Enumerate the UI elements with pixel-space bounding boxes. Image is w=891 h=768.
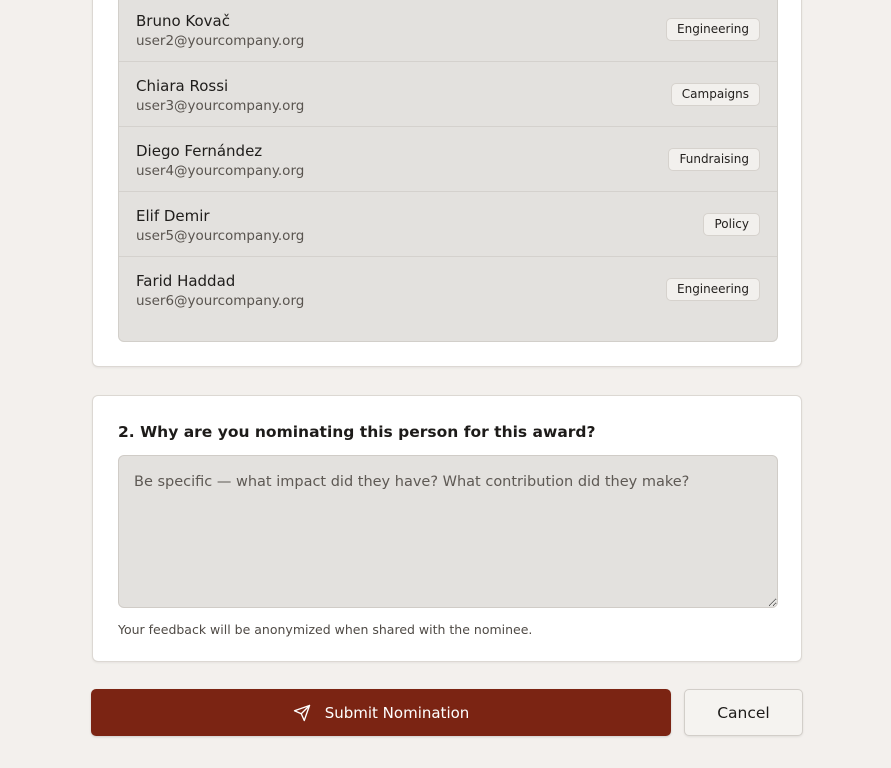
person-row[interactable] <box>119 63 777 127</box>
helper-text: Your feedback will be anonymized when shared with the nominee. <box>118 622 533 637</box>
reason-textarea[interactable] <box>118 455 778 608</box>
department-badge: Engineering <box>666 18 760 41</box>
department-badge: Campaigns <box>671 83 760 106</box>
person-email: user6@yourcompany.org <box>136 293 305 309</box>
person-name: Chiara Rossi <box>136 77 229 95</box>
nomination-reason-card <box>92 395 802 662</box>
person-row[interactable] <box>119 0 777 62</box>
department-badge: Fundraising <box>668 148 760 171</box>
nominee-select-card <box>92 0 802 367</box>
person-row[interactable] <box>119 258 777 322</box>
person-name: Elif Demir <box>136 207 210 225</box>
submit-label: Submit Nomination <box>324 703 470 722</box>
person-email: user3@yourcompany.org <box>136 98 305 114</box>
person-email: user4@yourcompany.org <box>136 163 305 179</box>
person-name: Diego Fernández <box>136 142 263 160</box>
submit-nomination-button[interactable] <box>91 689 671 736</box>
person-name: Bruno Kovač <box>136 12 230 30</box>
people-list <box>118 0 778 342</box>
send-icon <box>293 704 311 722</box>
question-label: 2. Why are you nominating this person for this award? <box>118 423 596 441</box>
cancel-button[interactable]: Cancel <box>684 689 803 736</box>
person-email: user2@yourcompany.org <box>136 33 305 49</box>
department-badge: Engineering <box>666 278 760 301</box>
person-email: user5@yourcompany.org <box>136 228 305 244</box>
person-row[interactable] <box>119 193 777 257</box>
person-row[interactable] <box>119 128 777 192</box>
person-name: Farid Haddad <box>136 272 236 290</box>
department-badge: Policy <box>703 213 760 236</box>
